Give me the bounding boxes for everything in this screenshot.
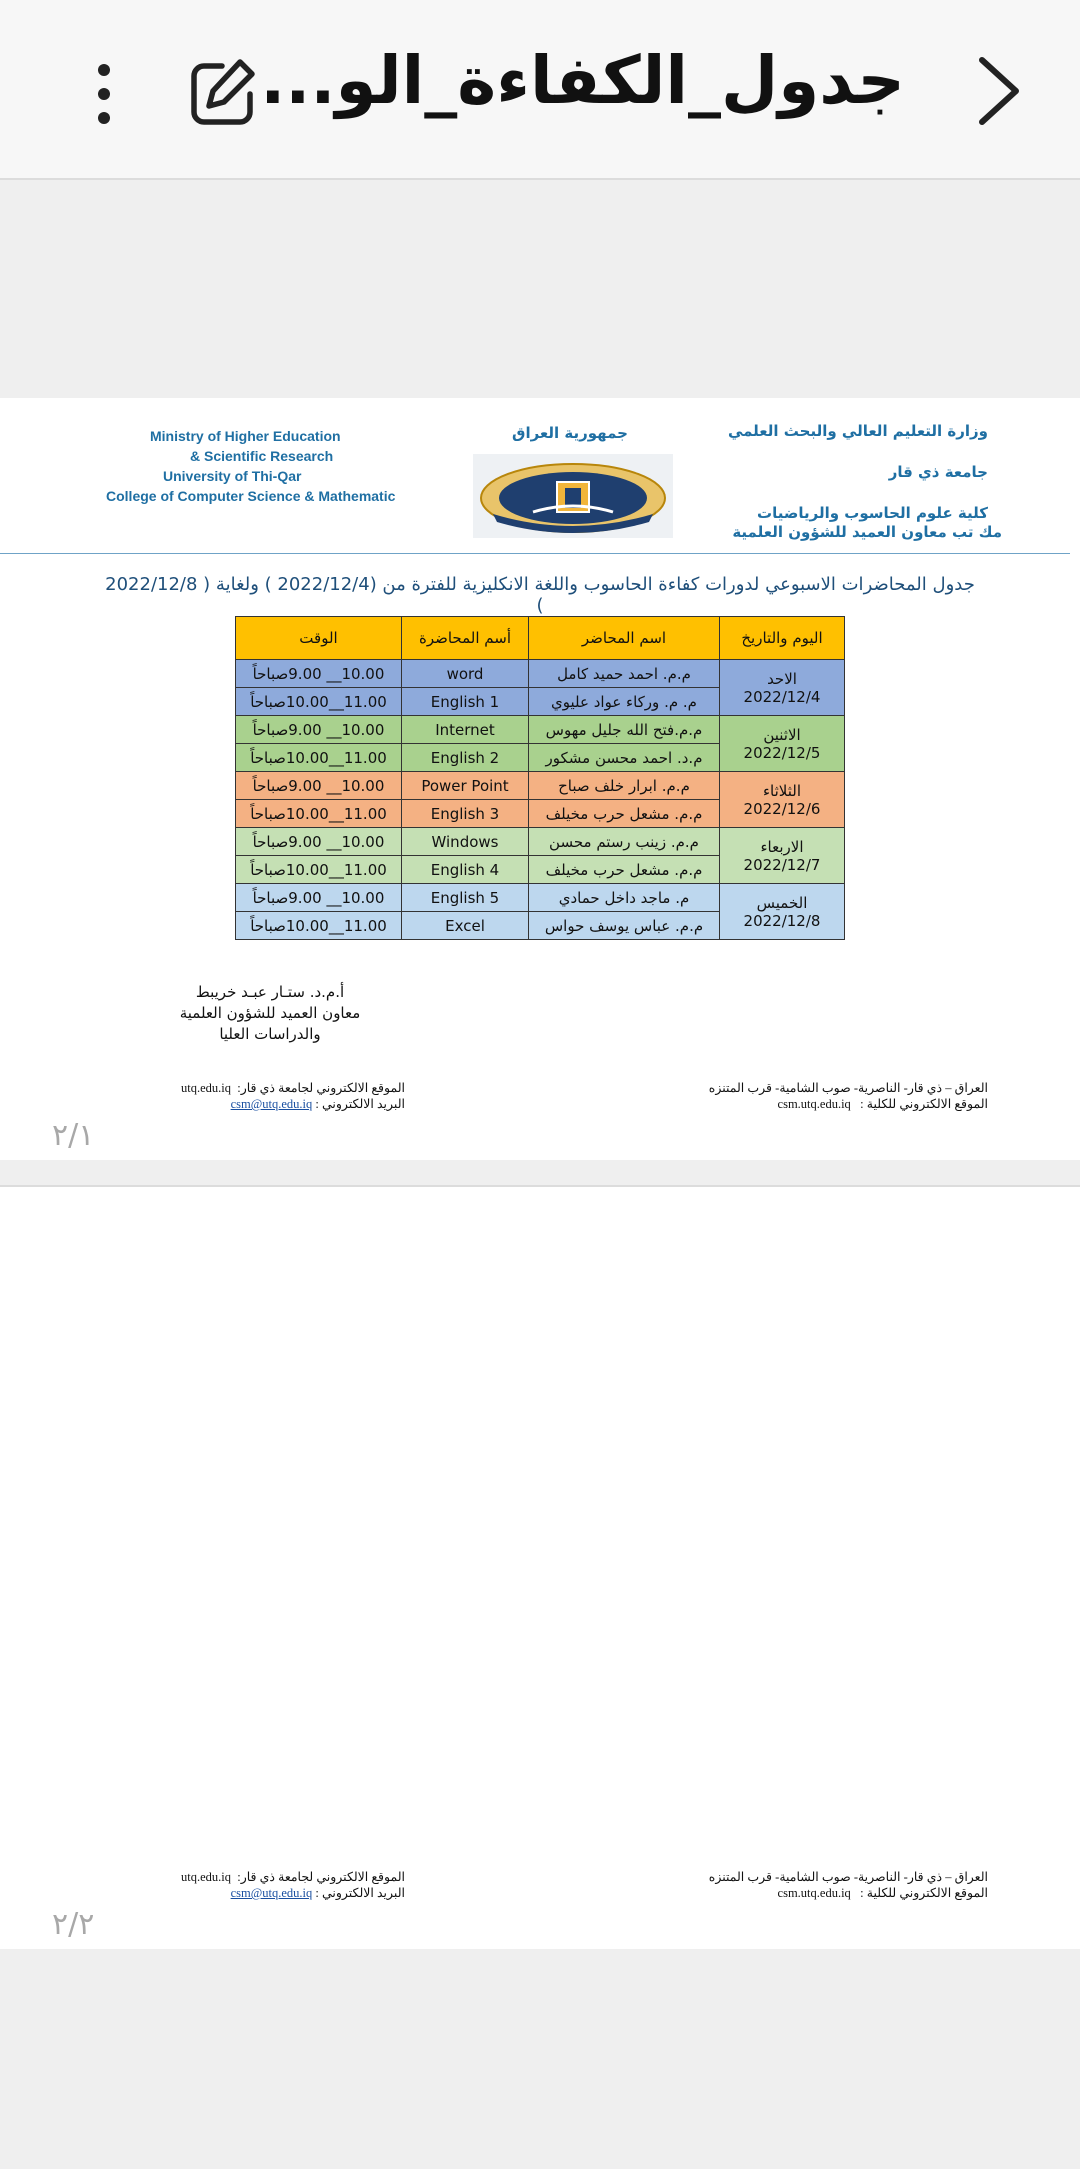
lecture-cell: English 3 [402,800,529,828]
time-cell: 11.00__10.00صباحاً [236,688,402,716]
time-cell: 10.00__ 9.00صباحاً [236,884,402,912]
table-row [236,884,845,912]
table-row [236,716,845,744]
time-cell: 10.00__ 9.00صباحاً [236,772,402,800]
signature-role: معاون العميد للشؤون العلمية [179,1004,361,1022]
footer-left [105,1080,405,1112]
signature-name: أ.م.د. ستـار عبـد خريبط [195,983,345,1001]
lecture-cell: English 2 [402,744,529,772]
lecture-cell: English 5 [402,884,529,912]
ministry-en: Ministry of Higher Education [150,428,341,444]
college-logo [473,454,673,538]
time-cell: 11.00__10.00صباحاً [236,744,402,772]
university-en: University of Thi-Qar [163,468,302,484]
footer-college-site: الموقع الالكتروني للكلية : csm.utq.edu.iq [777,1886,988,1900]
footer-right [668,1869,988,1901]
page-number: ٢/٢ [52,1907,95,1942]
lecturer-cell: م.م. عباس يوسف حواس [529,912,720,940]
lecture-cell: word [402,660,529,688]
header-english [100,426,400,506]
office-ar: مك تب معاون العميد للشؤون العلمية [732,523,1002,541]
lecturer-cell: م. م. وركاء عواد عليوي [529,688,720,716]
day-cell: الاحد 2022/12/4 [720,660,845,716]
table-header-row [236,617,845,660]
table-row [236,828,845,856]
col-time: الوقت [236,617,402,660]
lecture-cell: English 4 [402,856,529,884]
college-ar: كلية علوم الحاسوب والرياضيات [757,504,988,522]
footer-email: البريد الالكتروني : csm@utq.edu.iq [230,1097,405,1111]
more-options-button[interactable] [82,54,126,134]
col-lecture: أسم المحاضرة [402,617,529,660]
lecture-cell: Internet [402,716,529,744]
header-arabic [688,422,1002,566]
ministry-ar: وزارة التعليم العالي والبحث العلمي [727,422,988,440]
email-link[interactable]: csm@utq.edu.iq [230,1886,313,1900]
chevron-right-icon [962,46,1042,136]
col-lecturer: اسم المحاضر [529,617,720,660]
lecturer-cell: م. ماجد داخل حمادي [529,884,720,912]
time-cell: 10.00__ 9.00صباحاً [236,660,402,688]
signature-block [160,982,380,1045]
republic-ar: جمهورية العراق [512,424,628,442]
time-cell: 11.00__10.00صباحاً [236,800,402,828]
time-cell: 10.00__ 9.00صباحاً [236,716,402,744]
footer-right [668,1080,988,1112]
footer-college-site: الموقع الالكتروني للكلية : csm.utq.edu.iq [777,1097,988,1111]
day-cell: الاربعاء 2022/12/7 [720,828,845,884]
edit-icon [182,52,262,132]
lecturer-cell: م.م. مشعل حرب مخيلف [529,800,720,828]
document-title: جدول_الكفاءة_الو... [260,42,905,119]
email-link[interactable]: csm@utq.edu.iq [230,1097,313,1111]
document-page-1[interactable] [0,398,1080,1160]
schedule-table [235,616,845,940]
footer-left [105,1869,405,1901]
lecturer-cell: م.م. مشعل حرب مخيلف [529,856,720,884]
lecturer-cell: م.م. احمد حميد كامل [529,660,720,688]
lecturer-cell: م.م. ابرار خلف صباح [529,772,720,800]
page-number: ٢/١ [52,1118,95,1153]
college-en: College of Computer Science & Mathematic [106,488,396,504]
lecturer-cell: م.م.فتح الله جليل مهوس [529,716,720,744]
day-cell: الثلاثاء 2022/12/6 [720,772,845,828]
footer-uni-site: الموقع الالكتروني لجامعة ذي قار: utq.edu.iq [180,1870,405,1884]
col-day-date: اليوم والتاريخ [720,617,845,660]
lecture-cell: Power Point [402,772,529,800]
university-ar: جامعة ذي قار [888,463,988,481]
time-cell: 11.00__10.00صباحاً [236,912,402,940]
table-row [236,772,845,800]
edit-button[interactable] [182,52,262,132]
time-cell: 11.00__10.00صباحاً [236,856,402,884]
lecture-cell: English 1 [402,688,529,716]
more-vertical-icon [82,54,126,134]
day-cell: الاثنين 2022/12/5 [720,716,845,772]
back-button[interactable] [962,46,1042,136]
time-cell: 10.00__ 9.00صباحاً [236,828,402,856]
lecture-cell: Excel [402,912,529,940]
header-rule [0,553,1070,554]
signature-role2: والدراسات العليا [219,1025,321,1043]
footer-uni-site: الموقع الالكتروني لجامعة ذي قار: utq.edu.iq [180,1081,405,1095]
lecture-cell: Windows [402,828,529,856]
footer-address: العراق – ذي قار- الناصرية- صوب الشامية- قرب المتنزه [708,1870,988,1884]
document-page-2[interactable] [0,1185,1080,1949]
day-cell: الخميس 2022/12/8 [720,884,845,940]
table-row [236,660,845,688]
schedule-title: جدول المحاضرات الاسبوعي لدورات كفاءة الحاسوب واللغة الانكليزية للفترة من (2022/12/4 ) ولغاية ( 2022/12/8 ) [105,574,975,616]
research-en: & Scientific Research [190,448,334,464]
lecturer-cell: م.م. زينب رستم محسن [529,828,720,856]
lecturer-cell: م.د. احمد محسن مشكور [529,744,720,772]
footer-address: العراق – ذي قار- الناصرية- صوب الشامية- قرب المتنزه [708,1081,988,1095]
toolbar [0,0,1080,180]
footer-email: البريد الالكتروني : csm@utq.edu.iq [230,1886,405,1900]
